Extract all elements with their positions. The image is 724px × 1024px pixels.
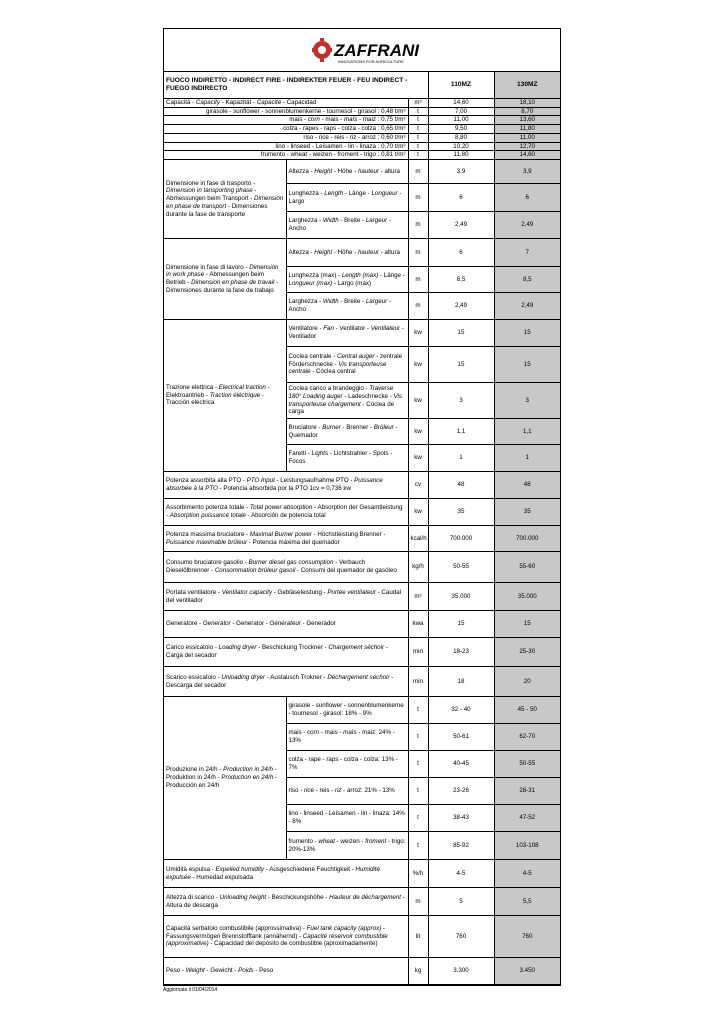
value-130mz: 15 <box>494 347 560 383</box>
value-130mz: 4-5 <box>494 860 560 888</box>
table-row <box>164 133 560 142</box>
unit-cell: t <box>408 142 428 151</box>
value-110mz: 9,50 <box>428 125 494 134</box>
unload-height-label: Altezza di scarico - Unloading height - Beschickungshöhe - Hauteur de déchargement - Altura de descarga <box>164 888 408 916</box>
unit-cell: kw <box>408 419 428 445</box>
value-130mz: 15 <box>494 611 560 638</box>
unit-cell: min <box>408 638 428 667</box>
value-110mz: 18 <box>428 667 494 697</box>
unit-cell: t <box>408 805 428 832</box>
logo-wordmark: ZAFFRANI <box>334 41 419 60</box>
spec-sheet <box>163 28 561 986</box>
value-130mz: 3,9 <box>494 160 560 184</box>
value-130mz: 3 <box>494 383 560 419</box>
value-110mz: 11,80 <box>428 151 494 160</box>
table-row <box>164 638 560 667</box>
value-110mz: 15 <box>428 320 494 347</box>
unit-cell: t <box>408 724 428 751</box>
table-row <box>164 697 560 724</box>
value-110mz: 4-5 <box>428 860 494 888</box>
value-130mz: 28-31 <box>494 778 560 805</box>
value-110mz: 38-43 <box>428 805 494 832</box>
generator-label: Generatore - Generator - Generator - Générateur - Generador <box>164 611 408 638</box>
value-130mz: 15 <box>494 320 560 347</box>
value-130mz: 6 <box>494 184 560 212</box>
loading-label: Carico essicatoio - Loading dryer - Beschickung Trockner - Chargement séchoir - Carga del secador <box>164 638 408 667</box>
sub-label: colza - rape - raps - colza - colza: 13% - 7% <box>286 751 408 778</box>
value-110mz: 1 <box>428 445 494 472</box>
unit-cell: t <box>408 697 428 724</box>
value-110mz: 6 <box>428 184 494 212</box>
value-110mz: 1,1 <box>428 419 494 445</box>
unit-cell: m <box>408 184 428 212</box>
diesel-label: Consumo bruciatore gasolio - Burner diesel gas consumption - Verbauch Dieselölbrenner - Consommation brûleur gasoil - Consumi del quemador de gasóleo <box>164 552 408 583</box>
unit-cell: kw <box>408 445 428 472</box>
value-130mz: 11,80 <box>494 125 560 134</box>
value-110mz: 3,9 <box>428 160 494 184</box>
sub-label: frumento - wheat - weizen - froment - trigo: 20%-13% <box>286 832 408 860</box>
unit-cell: m <box>408 160 428 184</box>
unit-cell: kw <box>408 320 428 347</box>
sub-label: Larghezza - Width - Breite - Largeur - Ancho <box>286 212 408 239</box>
transport-dimensions-label: Dimensione in fase di trasporto - Dimension in tansporting phase - Abmessungen beim Transport - Dimension en phase de transport - Dimensiones durante la fase de transporte <box>164 160 286 239</box>
value-110mz: 760 <box>428 916 494 958</box>
unloading-label: Scarico essicatoio - Unloading dryer - Austausch Trokner - Déchargement séchoir - Descarga del secador <box>164 667 408 697</box>
pto-label: Potenza assorbita alla PTO - PTO Input - Leistungsaufnahme PTO - Puissance absorbée à la PTO - Potencia absorbida por la PTO 1cv = 0,736 kw <box>164 472 408 499</box>
table-row <box>164 888 560 916</box>
burner-power-label: Potenza massima bruciatore - Maximal Burner power - Höchstleistung Brenner - Puissance maximable brûleur - Potencia máxima del quemador <box>164 526 408 552</box>
value-110mz: 35.000 <box>428 583 494 611</box>
sub-label: girasole - sunflower - sonnenblumenkerne - tournesol - girasol: 18% - 9% <box>286 697 408 724</box>
value-130mz: 7 <box>494 239 560 267</box>
value-130mz: 13,60 <box>494 116 560 125</box>
value-110mz: 14,60 <box>428 98 494 107</box>
value-110mz: 3.300 <box>428 958 494 985</box>
table-row <box>164 499 560 526</box>
value-130mz: 45 - 50 <box>494 697 560 724</box>
value-130mz: 700.000 <box>494 526 560 552</box>
unit-cell: m <box>408 239 428 267</box>
value-130mz: 55-60 <box>494 552 560 583</box>
logo-tagline: INNOVATIONS FOR AGRICULTURE <box>338 59 404 64</box>
sub-label: Altezza - Height - Höhe - hauteur - altura <box>286 160 408 184</box>
value-110mz: 10,20 <box>428 142 494 151</box>
unit-cell: kw <box>408 347 428 383</box>
unit-cell: lit <box>408 916 428 958</box>
table-row <box>164 526 560 552</box>
value-130mz: 11,00 <box>494 133 560 142</box>
fan-capacity-label: Portata ventilatore - Ventilator capacity - Gebläseleistung - Portée ventilateur - Caudal del ventilador <box>164 583 408 611</box>
update-date: Aggiornata il 01/04/2014 <box>163 987 218 993</box>
unit-cell: cv <box>408 472 428 499</box>
value-110mz: 15 <box>428 347 494 383</box>
value-110mz: 18-23 <box>428 638 494 667</box>
unit-cell: %/h <box>408 860 428 888</box>
work-dimensions-label: Dimensione in fase di lavoro - Dimension in work phase - Abmessungen beim Betrieb - Dimension en phase de travail - Dimensiones durante la fase de trabajo <box>164 239 286 320</box>
table-row <box>164 552 560 583</box>
value-110mz: 5 <box>428 888 494 916</box>
value-110mz: 6 <box>428 239 494 267</box>
value-110mz: 8,80 <box>428 133 494 142</box>
capacity-label: Capacità - Capacity - Kapazität - Capacité - Capacidad <box>164 98 408 107</box>
unit-cell: m³ <box>408 98 428 107</box>
value-110mz: 32 - 40 <box>428 697 494 724</box>
fuel-tank-label: Capacità serbatoio combustibile (approssimativa) - Fuel tank capacity (approx) - Fassungsvermögen Brennstofftank (annähernd) - Capacité réservoir combustible (approximative) - Capacidad del depósito de combustible (aproximadamente) <box>164 916 408 958</box>
table-row <box>164 667 560 697</box>
unit-cell: min <box>408 667 428 697</box>
value-130mz: 48 <box>494 472 560 499</box>
sub-label: mais - corn - mais - maïs - maiz: 24% - 13% <box>286 724 408 751</box>
unit-cell: m <box>408 888 428 916</box>
crop-capacity-label: lino - linseed - Leisamen - lin - linaza : 0,70 t/m³ <box>164 142 408 151</box>
sub-label: Lunghezza (max) - Length (max) - Länge - Longueur (max) - Largo (max) <box>286 267 408 293</box>
table-row <box>164 142 560 151</box>
table-row <box>164 916 560 958</box>
table-row <box>164 611 560 638</box>
table-row <box>164 320 560 347</box>
table-row <box>164 160 560 184</box>
table-row <box>164 583 560 611</box>
crop-capacity-label: girasole - sunflower - sonnenblumenkerne - tournesol - girasol : 0,48 t/m³ <box>164 107 408 116</box>
value-110mz: 2,49 <box>428 293 494 320</box>
value-110mz: 50-61 <box>428 724 494 751</box>
unit-cell: t <box>408 151 428 160</box>
table-row <box>164 107 560 116</box>
table-row <box>164 472 560 499</box>
value-130mz: 760 <box>494 916 560 958</box>
crop-capacity-label: frumento - wheat - weizen - froment - trigo : 0,81 t/m³ <box>164 151 408 160</box>
value-130mz: 20 <box>494 667 560 697</box>
value-130mz: 2,49 <box>494 212 560 239</box>
unit-cell: t <box>408 125 428 134</box>
value-110mz: 23-26 <box>428 778 494 805</box>
unit-cell: m <box>408 293 428 320</box>
value-110mz: 40-45 <box>428 751 494 778</box>
unit-cell: kg/h <box>408 552 428 583</box>
weight-label: Peso - Weight - Gewicht - Poids - Peso <box>164 958 408 985</box>
value-130mz: 62-70 <box>494 724 560 751</box>
sub-label: Lunghezza - Length - Länge - Longueur - Largo <box>286 184 408 212</box>
value-110mz: 35 <box>428 499 494 526</box>
logo-area <box>164 29 560 72</box>
sub-label: riso - rice - reis - riz - arroz: 21% - 13% <box>286 778 408 805</box>
table-row <box>164 151 560 160</box>
table-title: FUOCO INDIRETTO - INDIRECT FIRE - INDIREKTER FEUER - FEU INDIRECT - FUEGO INDIRECTO <box>164 72 428 98</box>
table-row <box>164 860 560 888</box>
zaffrani-logo <box>312 37 420 65</box>
value-130mz: 12,70 <box>494 142 560 151</box>
spec-table <box>164 72 560 985</box>
unit-cell: kw <box>408 499 428 526</box>
value-130mz: 2,49 <box>494 293 560 320</box>
unit-cell: m <box>408 212 428 239</box>
header-row <box>164 72 560 98</box>
unit-cell: kw <box>408 383 428 419</box>
value-130mz: 1 <box>494 445 560 472</box>
table-row <box>164 239 560 267</box>
table-row <box>164 125 560 134</box>
unit-cell: t <box>408 751 428 778</box>
sub-label: Ventilatore - Fan - Ventilator - Ventilateur - Ventilador <box>286 320 408 347</box>
value-130mz: 8,5 <box>494 267 560 293</box>
value-130mz: 8,70 <box>494 107 560 116</box>
value-130mz: 50-55 <box>494 751 560 778</box>
unit-cell: t <box>408 116 428 125</box>
sub-label: Altezza - Height - Höhe - hauteur - altura <box>286 239 408 267</box>
value-130mz: 47-52 <box>494 805 560 832</box>
value-110mz: 8,5 <box>428 267 494 293</box>
value-130mz: 3.450 <box>494 958 560 985</box>
production-24h-label: Produzione in 24/h - Production in 24/h - Produktion in 24/h - Production en 24/h - Producción en 24/h <box>164 697 286 860</box>
value-110mz: 700.000 <box>428 526 494 552</box>
value-110mz: 50-55 <box>428 552 494 583</box>
value-110mz: 7,00 <box>428 107 494 116</box>
value-130mz: 14,60 <box>494 151 560 160</box>
unit-cell: m <box>408 267 428 293</box>
value-130mz: 1,1 <box>494 419 560 445</box>
unit-cell: t <box>408 778 428 805</box>
value-130mz: 103-108 <box>494 832 560 860</box>
unit-cell: kcal/h <box>408 526 428 552</box>
crop-capacity-label: colza - rapes - raps - colza - colza : 0,65 t/m³ <box>164 125 408 134</box>
unit-cell: t <box>408 107 428 116</box>
value-130mz: 35.000 <box>494 583 560 611</box>
crop-capacity-label: riso - rice - reis - riz - arroz : 0,60 t/m³ <box>164 133 408 142</box>
electrical-traction-label: Trazione elettrica - Electrical traction - Elektroantrieb - Traction éléctrique - Tracción eléctrica <box>164 320 286 472</box>
value-130mz: 5,5 <box>494 888 560 916</box>
crop-capacity-label: mais - corn - mais - maïs - maiz : 0,75 t/m³ <box>164 116 408 125</box>
model-130mz: 130MZ <box>494 72 560 98</box>
value-110mz: 85-92 <box>428 832 494 860</box>
value-130mz: 25-30 <box>494 638 560 667</box>
sub-label: lino - linseed - Leisamen - lin - linaza: 14% - 8% <box>286 805 408 832</box>
value-110mz: 48 <box>428 472 494 499</box>
value-110mz: 3 <box>428 383 494 419</box>
unit-cell: kg <box>408 958 428 985</box>
value-110mz: 15 <box>428 611 494 638</box>
unit-cell: kwa <box>408 611 428 638</box>
value-110mz: 2,49 <box>428 212 494 239</box>
humidity-label: Umidità espulsa - Expelled humidity - Ausgeschiedene Feuchtigkeit - Humidité expulsée - Humedad expulsada <box>164 860 408 888</box>
unit-cell: t <box>408 832 428 860</box>
total-power-label: Assorbimento potenza totale - Total power absorption - Absorption der Gesamtleistung - Absorption puissance totale - Absorción de potencia total <box>164 499 408 526</box>
value-110mz: 11,00 <box>428 116 494 125</box>
model-110mz: 110MZ <box>428 72 494 98</box>
sub-label: Larghezza - Width - Breite - Largeur - Ancho <box>286 293 408 320</box>
sub-label: Coclea carico a brandeggio - Traverse 180° Loading auger - Ladeschnecke - Vis transporteuse chargement - Cóclea de carga <box>286 383 408 419</box>
table-row <box>164 958 560 985</box>
sub-label: Coclea centrale - Central auger - zentrale Förderschnecke - Vis transporteuse centrale - Cóclea central <box>286 347 408 383</box>
value-130mz: 35 <box>494 499 560 526</box>
sub-label: Bruciatore - Burner - Brenner - Brûleur - Quemador <box>286 419 408 445</box>
sub-label: Faretti - Lights - Lichtstrahler - Spots - Focos <box>286 445 408 472</box>
table-row <box>164 98 560 107</box>
value-130mz: 18,10 <box>494 98 560 107</box>
table-row <box>164 116 560 125</box>
unit-cell: m³ <box>408 583 428 611</box>
unit-cell: t <box>408 133 428 142</box>
